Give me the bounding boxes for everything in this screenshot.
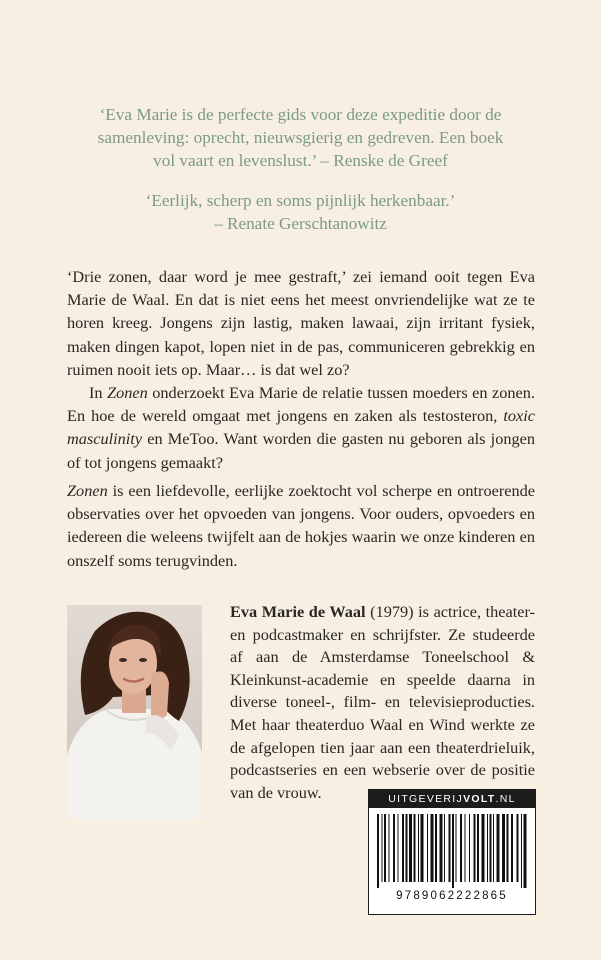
text-run: In [89,383,108,403]
author-bio [230,601,535,804]
text-run: is een liefdevolle, eerlijke zoektocht vol scherpe en ontroerende observaties over het opvoeden van jongens. Voor ouders, opvoeders en iedereen die weleens twijfelt aan de hokjes waarin we onze kinderen en onszelf soms terugvinden. [67,481,535,570]
book-summary [67,479,535,572]
text-run: en MeToo. Want worden die gasten nu geboren als jongen of tot jongens gemaakt? [67,429,535,472]
publisher-name: VOLT [463,793,496,805]
italic-term: toxic masculinity [67,406,535,449]
author-name: Eva Marie de Waal [230,602,366,621]
quote-line: ‘Eva Marie is de perfecte gids voor deze expeditie door de [99,105,502,124]
quote-line: samenleving: oprecht, nieuwsgierig en gedreven. Een boek [97,128,504,147]
barcode-bars [375,814,529,888]
isbn-barcode-box [368,789,536,915]
quote-line: – Renate Gerschtanowitz [214,214,387,233]
quote-line: vol vaart en levenslust.’ – Renske de Greef [153,151,448,170]
author-portrait-illustration [67,605,202,819]
bio-paragraph [230,601,535,804]
publisher-label [369,790,535,808]
author-photo [67,605,202,819]
blurb-paragraph-1: ‘Drie zonen, daar word je mee gestraft,’ zei iemand ooit tegen Eva Marie de Waal. En dat is niet eens het meest onvriendelijke wat ze te horen kreeg. Jongens zijn lastig, maken lawaai, zijn irritant fysiek, maken dingen kapot, lopen niet in de pas, communiceren gebrekkig en ruimen nooit iets op. Maar… is dat wel zo? [67,267,535,379]
isbn-number: 9789062222865 [396,890,508,902]
quote-line: ‘Eerlijk, scherp en soms pijnlijk herkenbaar.’ [145,191,456,210]
review-quote-2 [0,189,601,235]
publisher-suffix: .NL [495,793,516,805]
book-title: Zonen [67,481,108,500]
book-title: Zonen [107,383,148,403]
publisher-prefix: UITGEVERIJ [388,793,464,805]
review-quote-1 [0,103,601,172]
blurb-paragraph-2 [67,381,535,474]
text-run: onderzoekt Eva Marie de relatie tussen moeders en zonen. En hoe de wereld omgaat met jongens en zaken als testosteron, [67,383,535,426]
book-blurb [67,265,535,474]
blurb-paragraph-3 [67,479,535,572]
bio-text: (1979) is actrice, theater- en podcastmaker en schrijfster. Ze studeerde af aan de Amsterdamse Toneelschool & Kleinkunst-academie en speelde daarna in diverse toneel-, film- en televisieproducties. Met haar theaterduo Waal en Wind werkte ze de afgelopen tien jaar aan een theaterdrieluik, podcastseries en een webserie over de positie van de vrouw. [230,602,535,802]
